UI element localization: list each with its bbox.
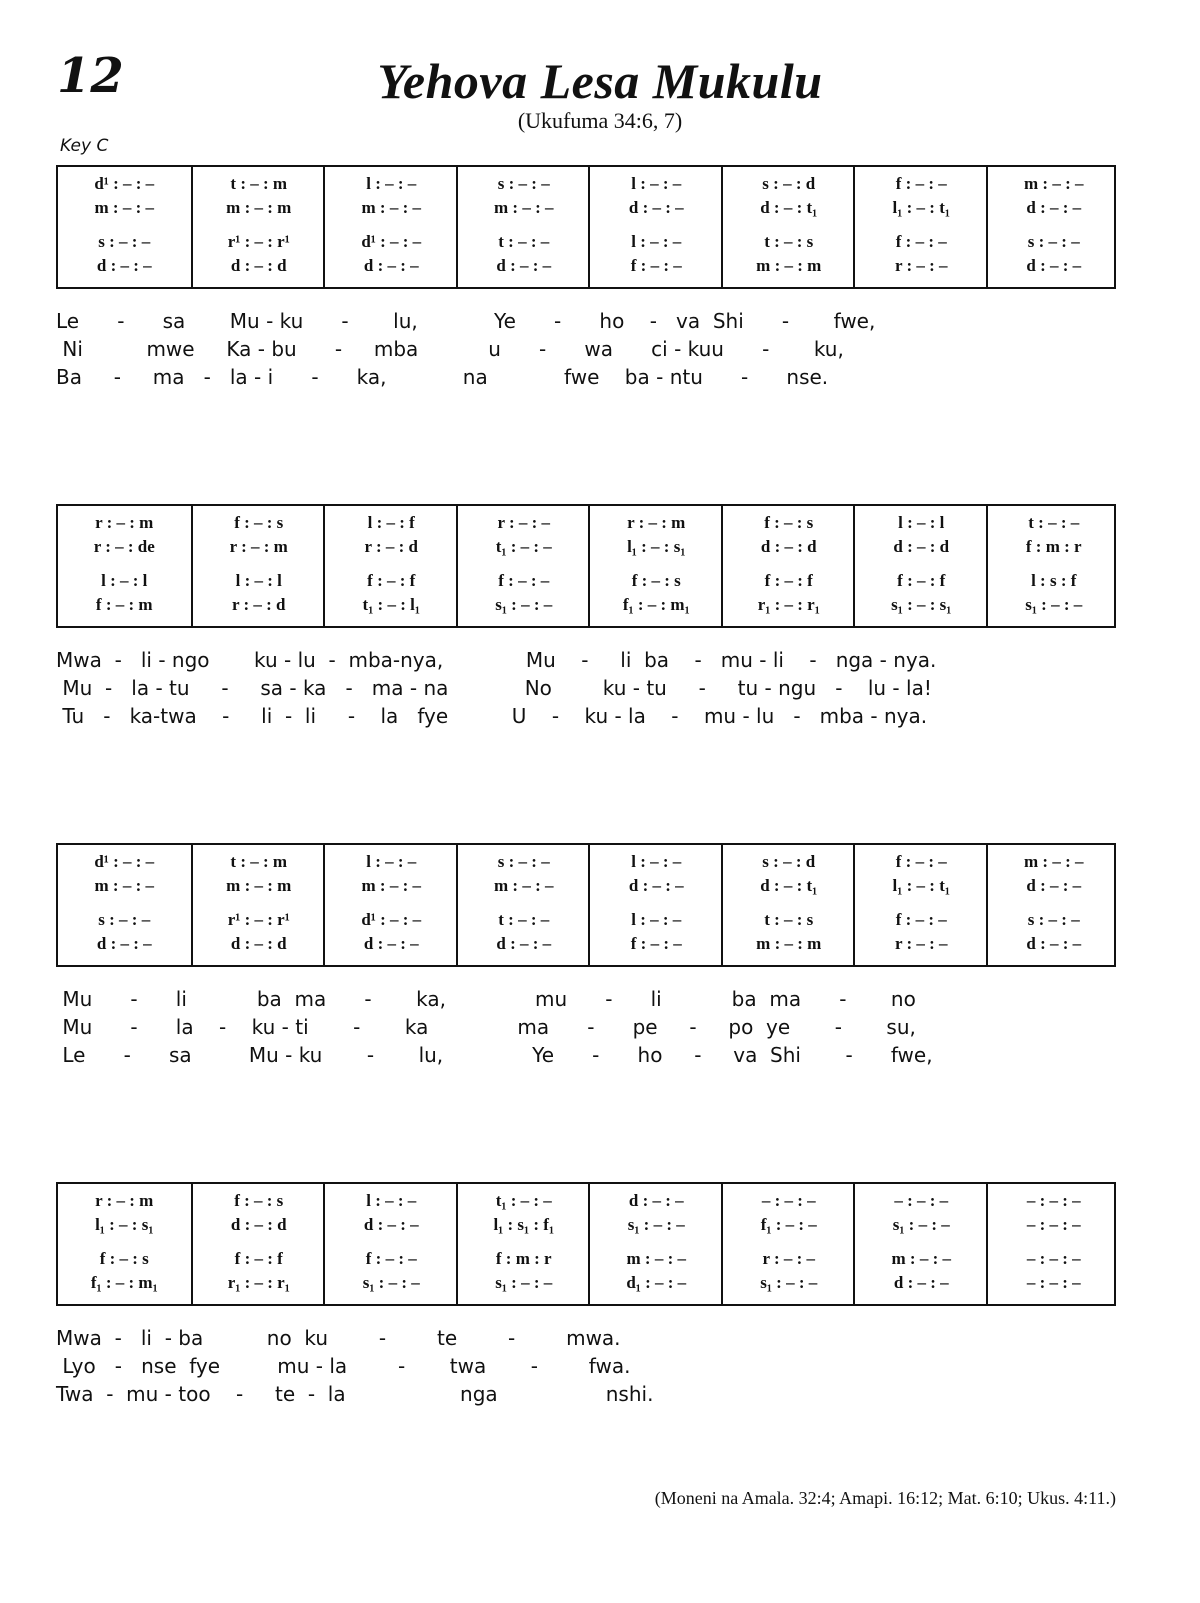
solfa-part: f : – : s — [631, 571, 681, 590]
solfa-part: f₁ : – : m₁ — [90, 1273, 158, 1292]
solfa-part: r : – : d — [231, 595, 286, 614]
measure — [191, 845, 326, 965]
solfa-part: t : – : – — [498, 910, 550, 929]
solfa-part: l₁ : – : s₁ — [627, 537, 686, 556]
solfa-part: r : – : – — [762, 1249, 816, 1268]
lyrics-block — [56, 646, 1116, 730]
solfa-part: m : – : – — [494, 198, 554, 217]
solfa-part: d¹ : – : – — [361, 232, 422, 251]
solfa-part: f : – : s — [234, 1191, 284, 1210]
solfa-part: r : – : m — [95, 513, 154, 532]
measure — [986, 845, 1121, 965]
solfa-part: r : – : d — [364, 537, 418, 556]
solfa-part: l : – : f — [367, 513, 415, 532]
measure — [191, 506, 326, 626]
solfa-part: t : – : s — [764, 910, 814, 929]
solfa-part: d : – : – — [628, 876, 684, 895]
solfa-part: t₁ : – : l₁ — [362, 595, 420, 614]
solfa-part: m : – : – — [494, 876, 554, 895]
solfa-part: r¹ : – : r¹ — [227, 232, 290, 251]
lyric-line: Mu - la - ku - ti - ka ma - pe - po ye - su, — [56, 1015, 916, 1039]
measure — [588, 167, 723, 287]
solfa-part: f : m : r — [1025, 537, 1082, 556]
solfa-part: l : s : f — [1031, 571, 1077, 590]
solfa-part: – : – : – — [1026, 1249, 1081, 1268]
lyric-line: Tu - ka-twa - li - li - la fye U - ku - la - mu - lu - mba - nya. — [56, 704, 928, 728]
solfa-part: f : – : s — [99, 1249, 149, 1268]
measure — [456, 845, 591, 965]
measure — [853, 167, 988, 287]
solfa-part: m : – : – — [94, 198, 154, 217]
solfa-part: t₁ : – : – — [495, 537, 552, 556]
solfa-part: r : – : m — [95, 1191, 154, 1210]
solfa-part: s₁ : – : – — [760, 1273, 818, 1292]
solfa-part: s : – : – — [98, 232, 151, 251]
solfa-part: d : – : – — [1026, 934, 1082, 953]
solfa-part: t₁ : – : – — [495, 1191, 552, 1210]
solfa-part: s : – : d — [762, 852, 816, 871]
lyric-line: Mu - la - tu - sa - ka - ma - na No ku - tu - tu - ngu - lu - la! — [56, 676, 932, 700]
measure — [323, 845, 458, 965]
solfa-part: d : – : – — [96, 934, 152, 953]
measure — [721, 167, 856, 287]
solfa-part: s₁ : – : – — [362, 1273, 420, 1292]
song-number: 12 — [57, 48, 124, 104]
lyrics-block — [56, 1324, 1116, 1408]
solfa-part: f : – : – — [895, 852, 947, 871]
solfa-part: d : – : – — [628, 198, 684, 217]
measure — [323, 506, 458, 626]
solfa-part: d : – : – — [1026, 198, 1082, 217]
solfa-part: l₁ : – : t₁ — [892, 876, 950, 895]
solfa-part: – : – : – — [894, 1191, 949, 1210]
solfa-part: r : – : de — [93, 537, 155, 556]
music-system — [56, 504, 1116, 628]
solfa-part: l : – : – — [631, 852, 682, 871]
lyric-line: Ba - ma - la - i - ka, na fwe ba - ntu - nse. — [56, 365, 829, 389]
solfa-part: d : – : – — [96, 256, 152, 275]
solfa-part: r : – : m — [627, 513, 686, 532]
solfa-part: – : – : – — [761, 1191, 816, 1210]
measure — [853, 506, 988, 626]
measure — [588, 506, 723, 626]
solfa-part: l₁ : – : s₁ — [95, 1215, 154, 1234]
solfa-part: m : – : – — [891, 1249, 951, 1268]
solfa-part: l₁ : – : t₁ — [892, 198, 950, 217]
solfa-part: t : – : s — [764, 232, 814, 251]
solfa-part: d : – : – — [1026, 256, 1082, 275]
solfa-part: – : – : – — [1026, 1191, 1081, 1210]
solfa-part: l : – : – — [631, 232, 682, 251]
solfa-part: l : – : – — [631, 910, 682, 929]
measure — [588, 845, 723, 965]
measure — [58, 845, 191, 965]
solfa-part: m : – : m — [226, 198, 292, 217]
solfa-part: d : – : – — [496, 256, 552, 275]
solfa-part: f : – : – — [630, 256, 682, 275]
measure — [191, 167, 326, 287]
solfa-part: d : – : t₁ — [760, 198, 818, 217]
solfa-part: r : – : m — [229, 537, 288, 556]
solfa-part: l : – : l — [235, 571, 282, 590]
measure — [986, 1184, 1121, 1304]
lyric-line: Le - sa Mu - ku - lu, Ye - ho - va Shi - fwe, — [56, 1043, 933, 1067]
music-system — [56, 165, 1116, 289]
measure — [323, 1184, 458, 1304]
solfa-part: s₁ : – : – — [495, 595, 553, 614]
solfa-part: l : – : l — [898, 513, 945, 532]
solfa-part: d : – : – — [363, 256, 419, 275]
measure — [58, 506, 191, 626]
solfa-part: m : – : – — [1024, 174, 1084, 193]
measure — [323, 167, 458, 287]
solfa-part: r : – : – — [894, 256, 948, 275]
lyric-line: Mwa - li - ba no ku - te - mwa. — [56, 1326, 621, 1350]
solfa-part: s₁ : – : – — [495, 1273, 553, 1292]
solfa-part: r¹ : – : r¹ — [227, 910, 290, 929]
solfa-part: m : – : – — [94, 876, 154, 895]
measure — [191, 1184, 326, 1304]
solfa-part: r₁ : – : r₁ — [757, 595, 820, 614]
solfa-part: f : – : s — [764, 513, 814, 532]
solfa-part: d : – : – — [363, 934, 419, 953]
lyric-line: Ni mwe Ka - bu - mba u - wa ci - kuu - ku, — [56, 337, 844, 361]
solfa-part: d : – : d — [230, 256, 287, 275]
solfa-part: r : – : – — [497, 513, 551, 532]
solfa-part: d¹ : – : – — [94, 174, 155, 193]
solfa-part: d : – : d — [230, 1215, 287, 1234]
key-signature: Key C — [60, 136, 109, 156]
solfa-part: m : – : – — [361, 198, 421, 217]
solfa-part: f₁ : – : m₁ — [622, 595, 690, 614]
solfa-part: s : – : – — [497, 852, 550, 871]
solfa-part: f₁ : – : – — [760, 1215, 817, 1234]
measure — [456, 1184, 591, 1304]
solfa-part: f : – : f — [897, 571, 946, 590]
solfa-part: – : – : – — [1026, 1215, 1081, 1234]
solfa-part: r : – : – — [894, 934, 948, 953]
solfa-part: m : – : – — [1024, 852, 1084, 871]
solfa-part: s : – : – — [497, 174, 550, 193]
measure — [721, 845, 856, 965]
solfa-part: s : – : – — [1027, 232, 1080, 251]
solfa-part: s₁ : – : – — [627, 1215, 685, 1234]
solfa-part: f : – : m — [95, 595, 153, 614]
solfa-part: t : – : – — [1028, 513, 1080, 532]
lyric-line: Twa - mu - too - te - la nga nshi. — [56, 1382, 654, 1406]
measure — [721, 1184, 856, 1304]
solfa-part: f : – : – — [895, 910, 947, 929]
measure — [588, 1184, 723, 1304]
solfa-part: f : – : – — [895, 174, 947, 193]
lyrics-block — [56, 985, 1116, 1069]
solfa-part: l : – : – — [631, 174, 682, 193]
solfa-part: l : – : – — [366, 174, 417, 193]
solfa-part: d¹ : – : – — [94, 852, 155, 871]
solfa-part: m : – : – — [626, 1249, 686, 1268]
solfa-part: m : – : m — [756, 934, 822, 953]
solfa-part: d : – : t₁ — [760, 876, 818, 895]
lyrics-block — [56, 307, 1116, 391]
solfa-part: l₁ : s₁ : f₁ — [493, 1215, 555, 1234]
solfa-part: d : – : – — [628, 1191, 684, 1210]
solfa-part: l : – : – — [366, 852, 417, 871]
solfa-part: f : – : – — [895, 232, 947, 251]
solfa-part: d¹ : – : – — [361, 910, 422, 929]
solfa-part: s₁ : – : – — [892, 1215, 950, 1234]
measure — [986, 506, 1121, 626]
solfa-part: d : – : d — [230, 934, 287, 953]
solfa-part: d : – : – — [363, 1215, 419, 1234]
measure — [58, 1184, 191, 1304]
solfa-part: f : – : – — [498, 571, 550, 590]
solfa-part: f : – : f — [367, 571, 416, 590]
measure — [853, 1184, 988, 1304]
solfa-part: s : – : d — [762, 174, 816, 193]
solfa-part: s : – : – — [1027, 910, 1080, 929]
music-system — [56, 843, 1116, 967]
solfa-part: r₁ : – : r₁ — [227, 1273, 290, 1292]
lyric-line: Mu - li ba ma - ka, mu - li ba ma - no — [56, 987, 916, 1011]
solfa-part: f : – : f — [764, 571, 813, 590]
solfa-part: m : – : – — [361, 876, 421, 895]
solfa-part: d : – : d — [893, 537, 950, 556]
solfa-part: m : – : m — [226, 876, 292, 895]
solfa-part: d : – : – — [496, 934, 552, 953]
solfa-part: s₁ : – : – — [1025, 595, 1083, 614]
music-system — [56, 1182, 1116, 1306]
footer-references: (Moneni na Amala. 32:4; Amapi. 16:12; Mat. 6:10; Ukus. 4:11.) — [654, 1488, 1116, 1508]
measure — [456, 506, 591, 626]
solfa-part: f : – : s — [234, 513, 284, 532]
solfa-part: – : – : – — [1026, 1273, 1081, 1292]
song-title: Yehova Lesa Mukulu — [377, 53, 823, 109]
measure — [986, 167, 1121, 287]
solfa-part: s₁ : – : s₁ — [891, 595, 952, 614]
solfa-part: l : – : – — [366, 1191, 417, 1210]
measure — [721, 506, 856, 626]
scripture-reference: (Ukufuma 34:6, 7) — [517, 108, 683, 133]
solfa-part: d : – : – — [1026, 876, 1082, 895]
solfa-part: f : m : r — [495, 1249, 552, 1268]
solfa-part: f : – : f — [234, 1249, 283, 1268]
lyric-line: Mwa - li - ngo ku - lu - mba-nya, Mu - li ba - mu - li - nga - nya. — [56, 648, 937, 672]
solfa-part: s : – : – — [98, 910, 151, 929]
solfa-part: f : – : – — [365, 1249, 417, 1268]
lyric-line: Lyo - nse fye mu - la - twa - fwa. — [56, 1354, 631, 1378]
solfa-part: t : – : – — [498, 232, 550, 251]
measure — [456, 167, 591, 287]
solfa-part: d₁ : – : – — [626, 1273, 687, 1292]
solfa-part: m : – : m — [756, 256, 822, 275]
solfa-part: l : – : l — [101, 571, 148, 590]
measure — [853, 845, 988, 965]
lyric-line: Le - sa Mu - ku - lu, Ye - ho - va Shi - fwe, — [56, 309, 876, 333]
solfa-part: d : – : d — [760, 537, 817, 556]
solfa-part: t : – : m — [230, 852, 288, 871]
solfa-part: d : – : – — [893, 1273, 949, 1292]
measure — [58, 167, 191, 287]
solfa-part: f : – : – — [630, 934, 682, 953]
solfa-part: t : – : m — [230, 174, 288, 193]
